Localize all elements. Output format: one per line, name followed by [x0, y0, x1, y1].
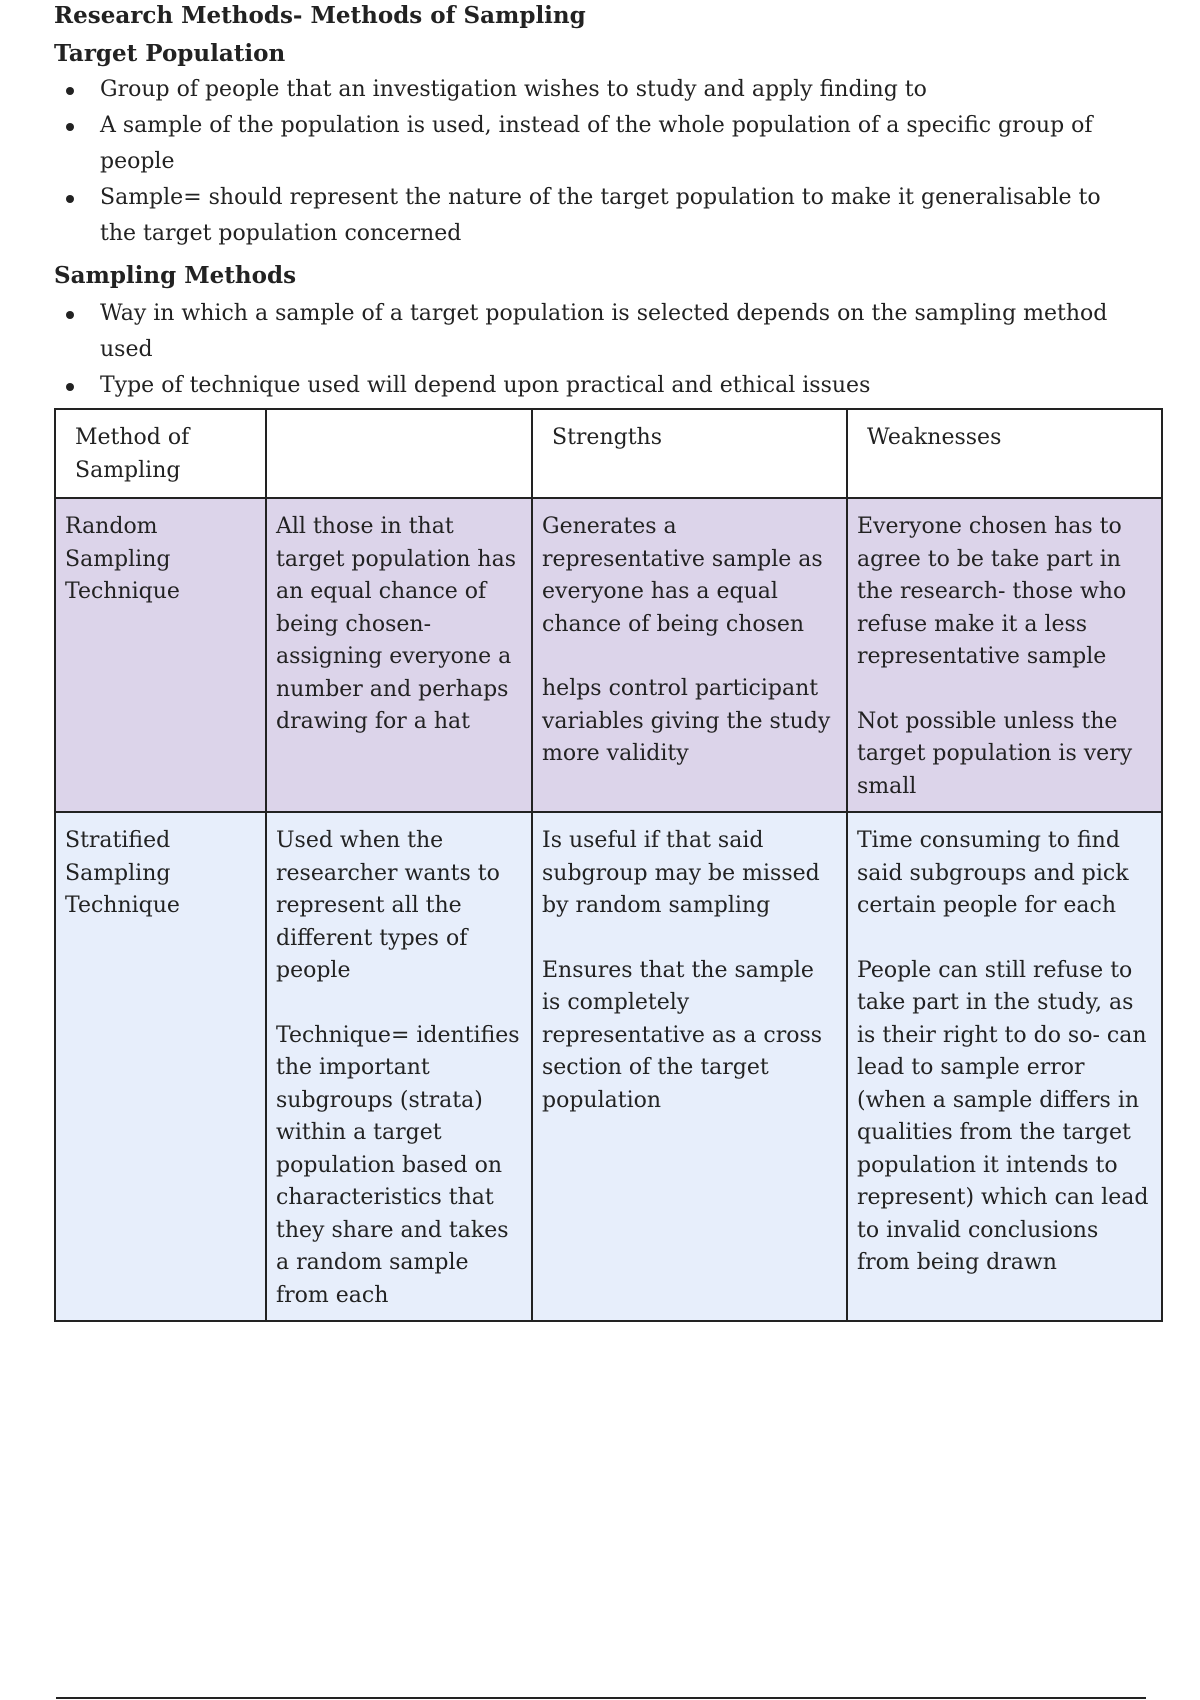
strength-paragraph: Is useful if that said subgroup may be missed by random sampling — [542, 828, 820, 918]
method-cell — [55, 812, 266, 1321]
table-row — [55, 812, 1162, 1321]
strength-paragraph: helps control participant variables giving the study more validity — [542, 676, 831, 766]
bullet-item: Sample= should represent the nature of the target population to make it generalisable to the target population concerned — [54, 180, 1134, 252]
weaknesses-cell — [847, 498, 1162, 812]
method-cell — [55, 498, 266, 812]
bullet-item: Way in which a sample of a target population is selected depends on the sampling method used — [54, 296, 1134, 368]
weakness-paragraph: People can still refuse to take part in the study, as is their right to do so- can lead to sample error (when a sample differs in qualities from the target population it intends to represent) which can lead to invalid conclusions from being drawn — [857, 957, 1149, 1275]
table-header-row — [55, 409, 1162, 498]
method-name: Stratified Sampling Technique — [65, 828, 180, 918]
bullet-item: Type of technique used will depend upon practical and ethical issues — [54, 368, 1134, 404]
header-cell-description — [266, 409, 532, 498]
weakness-paragraph: Everyone chosen has to agree to be take part in the research- those who refuse make it a less representative sample — [857, 514, 1127, 669]
header-cell-weaknesses: Weaknesses — [847, 409, 1162, 498]
header-cell-strengths: Strengths — [532, 409, 847, 498]
description-paragraph: Used when the researcher wants to represent all the different types of people — [276, 828, 500, 983]
strength-paragraph: Ensures that the sample is completely representative as a cross section of the target population — [542, 957, 823, 1113]
bullet-item: A sample of the population is used, instead of the whole population of a specific group of people — [54, 108, 1134, 180]
weakness-paragraph: Not possible unless the target population is very small — [857, 708, 1133, 799]
description-paragraph: Technique= identifies the important subgroups (strata) within a target population based on characteristics that they share and takes a random sample from each — [276, 1022, 520, 1308]
strengths-cell — [532, 498, 847, 812]
section-heading-sampling-methods: Sampling Methods — [54, 262, 297, 289]
sampling-methods-bullet-list — [54, 296, 1134, 404]
weakness-paragraph: Time consuming to find said subgroups and pick certain people for each — [857, 828, 1129, 918]
section-heading-target-population: Target Population — [54, 40, 286, 67]
method-name: Random Sampling Technique — [65, 514, 180, 604]
header-cell-method: Method of Sampling — [55, 409, 266, 498]
sampling-methods-table — [54, 408, 1163, 1322]
description-paragraph: All those in that target population has an equal chance of being chosen- assigning everyone a number and perhaps drawing for a hat — [276, 514, 517, 734]
weaknesses-cell — [847, 812, 1162, 1321]
strength-paragraph: Generates a representative sample as everyone has a equal chance of being chosen — [542, 514, 823, 637]
description-cell — [266, 812, 532, 1321]
footer-divider — [56, 1697, 1146, 1699]
target-population-bullet-list — [54, 72, 1134, 252]
bullet-item: Group of people that an investigation wishes to study and apply finding to — [54, 72, 1134, 108]
description-cell — [266, 498, 532, 812]
document-title: Research Methods- Methods of Sampling — [54, 2, 586, 29]
table-row — [55, 498, 1162, 812]
strengths-cell — [532, 812, 847, 1321]
